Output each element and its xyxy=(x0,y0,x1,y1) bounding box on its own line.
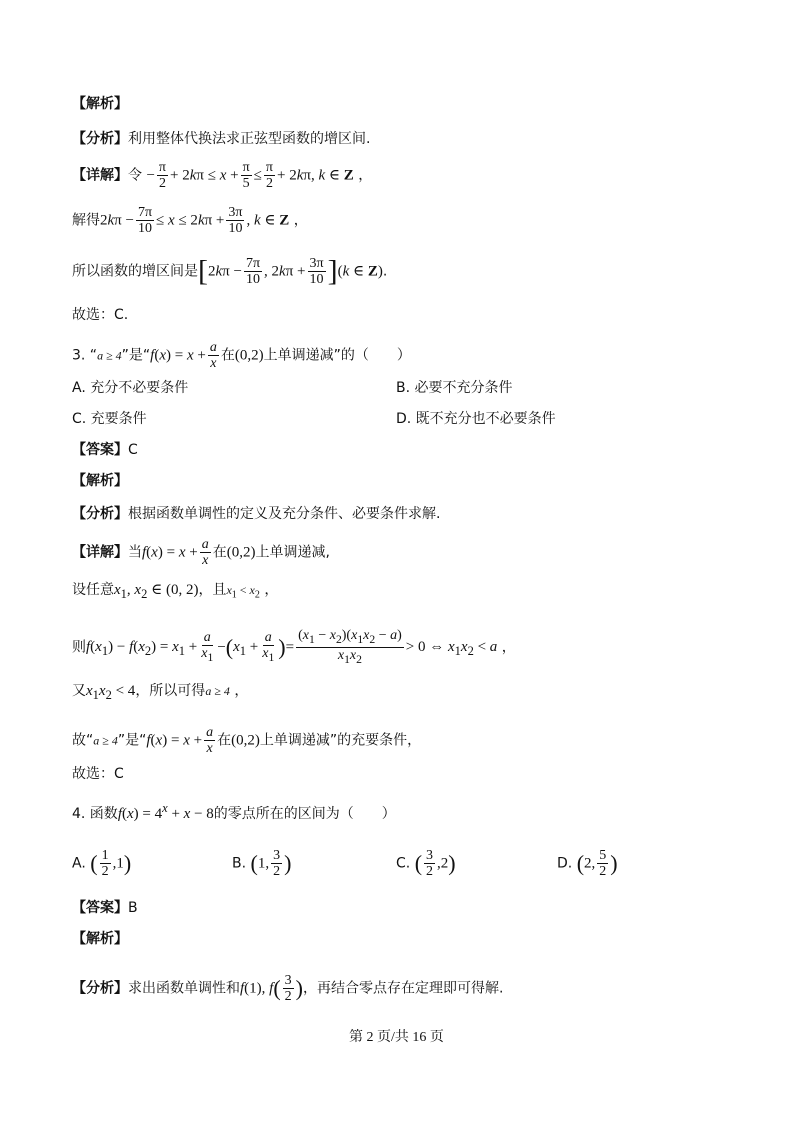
q3-so-line: 故“a ≥ 4”是“f(x) = x + $\frac{a}{x}$ 在(0,2)上单调递减”的充要条件， xyxy=(72,725,422,756)
q3-xiangjie-line: 【详解】当f(x) = x + $\frac{a}{x}$ 在(0,2)上单调递减, xyxy=(72,537,330,568)
q2-choose: 故选：C. xyxy=(72,307,129,323)
q3-stem-end: 上单调递减”的（ ） xyxy=(263,347,411,364)
q4-option-d[interactable]: D. (2, $\frac{5}{2}$ ) xyxy=(557,848,618,879)
q3-analysis-label: 【解析】 xyxy=(72,473,128,489)
q3-stem-prefix: 3. “ xyxy=(72,347,98,364)
q3-option-b[interactable]: B. 必要不充分条件 xyxy=(396,380,513,396)
q4-stem-tail: 的零点所在的区间为（ ） xyxy=(213,806,396,822)
q3-let-mid: ，且 xyxy=(198,582,227,598)
page-footer: 第 2 页/共 16 页 xyxy=(349,1030,444,1045)
q4-option-b-label: B. xyxy=(232,855,247,872)
q4-option-b[interactable]: B. (1, $\frac{3}{2}$ ) xyxy=(232,848,292,879)
q3-fenxi-line xyxy=(72,504,440,524)
q3-so-interval: (0,2) xyxy=(231,732,260,749)
q3-also-lead: 又 xyxy=(72,683,86,699)
q3-fenxi-text: 根据函数单调性的定义及充分条件、必要条件求解. xyxy=(128,506,441,522)
q3-stem-on: 在 xyxy=(220,347,235,364)
q3-stem-interval: (0,2) xyxy=(234,347,264,364)
q3-xiangjie-lead: 当 xyxy=(128,544,142,561)
q3-option-a[interactable]: A. 充分不必要条件 xyxy=(72,380,189,396)
q4-fenxi-lead: 求出函数单调性和 xyxy=(128,980,240,997)
xiangjie-label: 【详解】 xyxy=(72,167,128,184)
q4-option-a-label: A. xyxy=(72,855,86,872)
q3-xiangjie-tail: 上单调递减, xyxy=(255,544,330,561)
q3-let-text: 设任意 xyxy=(72,582,114,598)
q2-fenxi-text: 利用整体代换法求正弦型函数的增区间. xyxy=(128,131,371,147)
answer-label: 【答案】 xyxy=(72,442,128,458)
q2-result-lead: 所以函数的增区间是 xyxy=(72,263,198,280)
q3-stem: 3. “a ≥ 4”是“f(x) = x + $\frac{a}{x}$ 在(0,2)上单调递减”的（ ） xyxy=(72,340,411,371)
q4-option-c[interactable]: C. ( $\frac{3}{2}$ ,2) xyxy=(396,848,456,879)
q3-stem-cond: a ≥ 4 xyxy=(97,348,122,363)
q3-stem-mid: ”是“ xyxy=(121,347,151,364)
analysis-label: 【解析】 xyxy=(72,96,128,112)
q2-solve-lead: 解得 xyxy=(72,212,100,229)
q3-let-line: 设任意$x_1$, $x_2$ ∈ (0, 2)，且$x_1 < x_2$ ， xyxy=(72,582,279,601)
q3-option-c[interactable]: C. 充要条件 xyxy=(72,411,147,427)
q2-xiangjie-lead: 令 xyxy=(128,167,142,184)
q4-answer-line xyxy=(72,898,138,918)
xiangjie-label: 【详解】 xyxy=(72,544,128,561)
q3-so-tail: 上单调递减”的充要条件， xyxy=(259,732,422,749)
q4-answer-value: B xyxy=(128,900,138,916)
answer-label: 【答案】 xyxy=(72,900,128,916)
q2-result-line: 所以函数的增区间是[2kπ − $\frac{7\pi}{10}$ , 2kπ + $\frac{3\pi}{10}$ ](k ∈ Z). xyxy=(72,254,388,288)
q3-so-lead: 故“ xyxy=(72,732,94,749)
q3-xiangjie-interval: (0,2) xyxy=(226,544,256,561)
q3-answer-line xyxy=(72,440,138,460)
fenxi-label: 【分析】 xyxy=(72,131,128,147)
q4-stem-prefix: 4. 函数 xyxy=(72,806,118,822)
q3-then-line: 则$f(x_1) - f(x_2) = x_1$ + $\frac{a}{x_1}$ $-(x_1$ + $\frac{a}{x_1}$ )= $\frac{(x_1 - x_2)(x_1x_2 - a)}{x_1x_2}$ > 0 ⇔ $x_1x_2 < a$ ， xyxy=(72,628,516,666)
q3-choose: 故选：C xyxy=(72,766,124,782)
q3-answer-value: C xyxy=(128,442,138,458)
q4-fenxi-tail: ，再结合零点存在定理即可得解. xyxy=(303,980,504,997)
q3-xiangjie-on: 在 xyxy=(212,544,227,561)
q4-option-a[interactable]: A. ( $\frac{1}{2}$ ,1) xyxy=(72,848,132,879)
q2-xiangjie-line: 【详解】令 − $\frac{\pi}{2}$ + 2kπ ≤ x + $\frac{\pi}{5}$ ≤ $\frac{\pi}{2}$ + 2kπ, k ∈ Z ， xyxy=(72,160,373,191)
q4-analysis-label: 【解析】 xyxy=(72,931,128,947)
q4-option-c-label: C. xyxy=(396,855,411,872)
q3-so-on: 在 xyxy=(217,732,232,749)
q3-also-line: 又$x_1x_2 < 4$，所以可得a ≥ 4 ， xyxy=(72,683,249,702)
fenxi-label: 【分析】 xyxy=(72,506,128,522)
q4-fenxi-line: 【分析】求出函数单调性和f(1), f( $\frac{3}{2}$ )，再结合零点存在定理即可得解. xyxy=(72,973,504,1004)
q3-option-d[interactable]: D. 既不充分也不必要条件 xyxy=(396,411,556,427)
q3-so-mid: ”是“ xyxy=(117,732,147,749)
q3-also-mid: ，所以可得 xyxy=(135,683,206,699)
q2-solve-line: 解得2kπ − $\frac{7\pi}{10}$ ≤ x ≤ 2kπ + $\frac{3\pi}{10}$ , k ∈ Z ， xyxy=(72,205,308,236)
q3-then-lead: 则 xyxy=(72,639,86,656)
q4-stem: 4. 函数$f(x) = 4^x + x - 8$的零点所在的区间为（ ） xyxy=(72,801,396,822)
q2-fenxi-line xyxy=(72,129,370,149)
fenxi-label: 【分析】 xyxy=(72,980,128,997)
q4-option-d-label: D. xyxy=(557,855,573,872)
